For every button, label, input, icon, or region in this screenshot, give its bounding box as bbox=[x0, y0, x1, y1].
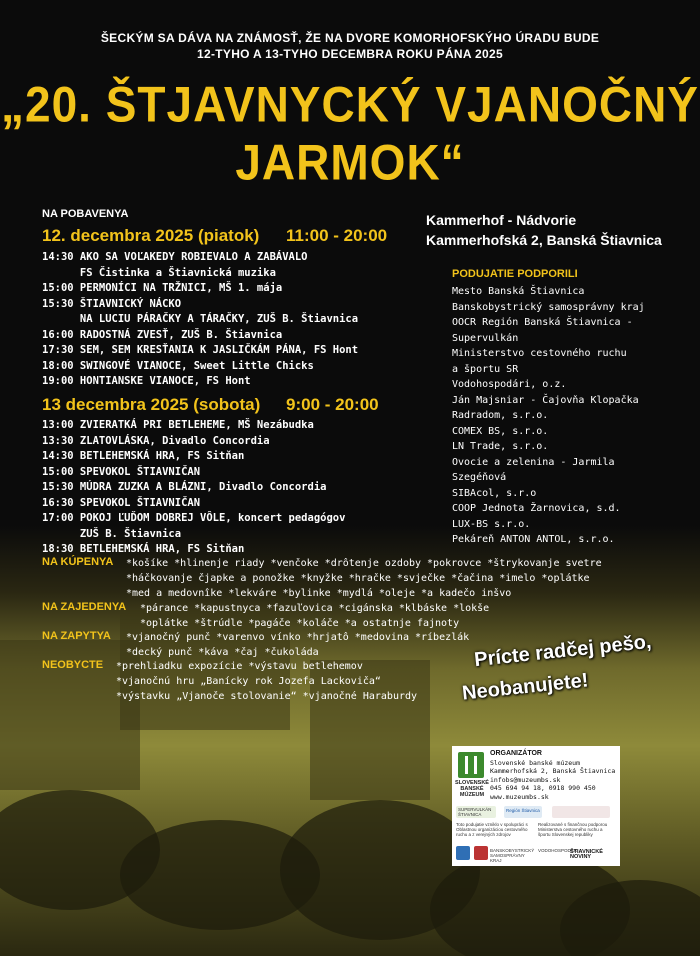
category-lines-visit bbox=[116, 659, 417, 704]
category-line: *prehliadku expozície *výstavu betlehemov bbox=[116, 661, 363, 672]
venue bbox=[426, 210, 662, 250]
schedule-row: 16:30 SPEVOKOL ŠTIAVNIČAN bbox=[42, 496, 201, 509]
bbsk-coat-of-arms-icon bbox=[474, 846, 488, 860]
coat-of-arms-icon bbox=[456, 846, 470, 860]
schedule-row: 17:00 POKOJ ĽUĎOM DOBREJ VÔLE, koncert pedagógov bbox=[42, 512, 346, 524]
category-label-drink: NA ZAPYTYA bbox=[42, 630, 111, 642]
organizer-name: Slovenské banské múzeum bbox=[490, 758, 581, 767]
category-label-visit: NEOBYCTE bbox=[42, 659, 104, 671]
organizer-address: Kammerhofská 2, Banská Štiavnica bbox=[490, 767, 616, 775]
schedule-row: NA LUCIU PÁRAČKY A TÁRAČKY, ZUŠ B. Štiavnica bbox=[42, 313, 359, 325]
support-note-2: Realizované s finančnou podporou Ministerstva cestovného ruchu a športu Slovenskej republiky bbox=[538, 822, 608, 837]
schedule-row: 14:30 BETLEHEMSKÁ HRA, FS Sitňan bbox=[42, 450, 245, 462]
day1-schedule bbox=[42, 250, 358, 390]
category-label-buy: NA KÚPENYA bbox=[42, 556, 114, 568]
venue-line-2: Kammerhofská 2, Banská Štiavnica bbox=[426, 232, 662, 248]
category-line: *háčkovanje čjapke a ponožke *knyžke *hračke *svječke *čačina *imelo *oplátke bbox=[126, 573, 590, 584]
sponsor-item: Mesto Banská Štiavnica bbox=[452, 286, 585, 297]
schedule-row: 14:30 AKO SA VOĽAKEDY ROBIEVALO A ZABÁVALO bbox=[42, 251, 308, 263]
intro-line-2: 12-TYHO A 13-TYHO DECEMBRA ROKU PÁNA 2025 bbox=[197, 47, 503, 61]
category-line: *vjanočný punč *varenvo vínko *hrjatô *medovina *ríbezlák bbox=[126, 632, 470, 643]
sponsor-item: LN Trade, s.r.o. bbox=[452, 441, 549, 452]
sponsor-item: COOP Jednota Žarnovica, s.d. bbox=[452, 503, 621, 514]
schedule-row: FS Čistinka a Štiavnická muzika bbox=[42, 266, 276, 279]
schedule-row: 16:00 RADOSTNÁ ZVESŤ, ZUŠ B. Štiavnica bbox=[42, 328, 283, 341]
schedule-row: 15:30 MÚDRA ZUZKA A BLÁZNI, Divadlo Concordia bbox=[42, 481, 327, 493]
schedule-row: 17:30 SEM, SEM KRESŤANIA K JASLIČKÁM PÁNA, FS Hont bbox=[42, 344, 359, 356]
sponsor-item: OOCR Región Banská Štiavnica - bbox=[452, 317, 633, 328]
schedule-row: ZUŠ B. Štiavnica bbox=[42, 527, 182, 540]
day1-time: 11:00 - 20:00 bbox=[286, 226, 388, 245]
sponsor-item: Szegéňová bbox=[452, 472, 507, 483]
bbsk-logo-text: BANSKOBYSTRICKÝ SAMOSPRÁVNY KRAJ bbox=[490, 848, 535, 863]
schedule-row: 13:30 ZLATOVLÁSKA, Divadlo Concordia bbox=[42, 434, 270, 447]
sponsor-item: SIBAcol, s.r.o bbox=[452, 487, 537, 499]
category-line: *párance *kapustnyca *fazuľovica *cigánska *klbáske *lokše bbox=[140, 603, 490, 614]
schedule-row: 15:00 SPEVOKOL ŠTIAVNIČAN bbox=[42, 465, 201, 478]
sponsors-list bbox=[452, 284, 682, 548]
intro-announcement bbox=[0, 30, 700, 62]
organizer-box bbox=[452, 746, 620, 866]
sponsor-item: Ovocie a zelenina - Jarmila bbox=[452, 456, 615, 468]
category-label-eat: NA ZAJEDENYA bbox=[42, 601, 127, 613]
category-lines-eat bbox=[140, 601, 489, 631]
main-title-line-2: JARMOK“ bbox=[235, 133, 465, 191]
day1-header bbox=[42, 226, 422, 246]
sponsor-item: Vodohospodári, o.z. bbox=[452, 379, 567, 390]
day2-time: 9:00 - 20:00 bbox=[286, 395, 379, 414]
day2-header bbox=[42, 395, 422, 415]
ministry-logo bbox=[552, 806, 610, 818]
sponsor-item: Banskobystrický samosprávny kraj bbox=[452, 301, 645, 313]
schedule-row: 15:00 PERMONÍCI NA TRŽNICI, MŠ 1. mája bbox=[42, 282, 283, 294]
venue-line-1: Kammerhof - Nádvorie bbox=[426, 212, 577, 228]
sponsor-item: Pekáreň ANTON ANTOL, s.r.o. bbox=[452, 534, 615, 545]
support-note-1: Toto podujatie vzniklo v spolupráci s Oblastnou organizáciou cestovného ruchu a z verejných zdrojov bbox=[456, 822, 528, 837]
museum-logo-icon bbox=[458, 752, 484, 778]
program-label: NA POBAVENYA bbox=[42, 208, 129, 220]
schedule-row: 13:00 ZVIERATKÁ PRI BETLEHEME, MŠ Nezábudka bbox=[42, 419, 314, 431]
supervulkan-logo: SUPERVULKÁN ŠTIAVNICA bbox=[456, 806, 496, 818]
day2-schedule bbox=[42, 418, 345, 558]
organizer-email[interactable]: infobs@muzeumbs.sk bbox=[490, 775, 561, 784]
sponsor-item: COMEX BS, s.r.o. bbox=[452, 425, 549, 437]
sponsor-item: LUX-BS s.r.o. bbox=[452, 518, 531, 530]
category-lines-drink bbox=[126, 630, 469, 660]
schedule-row: 18:00 SWINGOVÉ VIANOCE, Sweet Little Chicks bbox=[42, 359, 314, 372]
sponsor-item: Ján Majsniar - Čajovňa Klopačka bbox=[452, 394, 639, 406]
schedule-row: 15:30 ŠTIAVNICKÝ NÁCKO bbox=[42, 297, 182, 310]
sponsors-title: PODUJATIE PODPORILI bbox=[452, 268, 578, 280]
main-title-line-1: „20. ŠTJAVNYCKÝ VJANOČNÝ bbox=[1, 75, 699, 133]
schedule-row: 18:30 BETLEHEMSKÁ HRA, FS Sitňan bbox=[42, 543, 245, 555]
sponsor-item: Radradom, s.r.o. bbox=[452, 410, 549, 421]
category-line: *košíke *hlinenje riady *venčoke *drôtenje ozdoby *pokrovce *štrykovanje svetre bbox=[126, 558, 602, 569]
organizer-info bbox=[490, 750, 615, 801]
category-line: *vjanočnú hru „Banícky rok Jozefa Lackoviča“ bbox=[116, 676, 381, 687]
vodohospodari-logo-text: VODOHOSPODÁRI bbox=[538, 848, 579, 853]
category-line: *decký punč *káva *čaj *čukoláda bbox=[126, 647, 319, 658]
organizer-web[interactable]: www.muzeumbs.sk bbox=[490, 792, 549, 801]
region-logo: Región Štiavnica bbox=[504, 806, 542, 818]
slogan-line-2: Neobanujete! bbox=[461, 669, 590, 705]
intro-line-1: ŠECKÝM SA DÁVA NA ZNÁMOSŤ, ŽE NA DVORE KOMORHOFSKÝHO ÚRADU BUDE bbox=[100, 31, 600, 45]
slogan-line-1: Prícte radčej pešo, bbox=[473, 630, 653, 672]
noviny-logo-text: ŠTIAVNICKÉ NOVINY bbox=[570, 849, 603, 860]
organizer-heading: ORGANIZÁTOR bbox=[490, 750, 542, 757]
category-line: *oplátke *štrúdle *pagáče *koláče *a ostatnje fajnoty bbox=[140, 618, 460, 629]
sponsor-item: a športu SR bbox=[452, 363, 519, 375]
day1-date: 12. decembra 2025 (piatok) bbox=[42, 226, 260, 245]
category-line: *med a medovnîke *lekváre *bylinke *mydlá *oleje *a kadečo inšvo bbox=[126, 588, 512, 599]
museum-logo-text: SLOVENSKÉ BANSKÉ MÚZEUM bbox=[455, 780, 489, 798]
category-lines-buy bbox=[126, 556, 602, 601]
category-line: *výstavku „Vjanoče stolovanie“ *vjanočné Haraburdy bbox=[116, 691, 418, 702]
organizer-phones: 045 694 94 18, 0918 990 450 bbox=[490, 784, 596, 792]
sponsor-item: Ministerstvo cestovného ruchu bbox=[452, 348, 627, 359]
sponsor-item: Supervulkán bbox=[452, 332, 519, 344]
schedule-row: 19:00 HONTIANSKE VIANOCE, FS Hont bbox=[42, 375, 251, 387]
day2-date: 13 decembra 2025 (sobota) bbox=[42, 395, 261, 414]
